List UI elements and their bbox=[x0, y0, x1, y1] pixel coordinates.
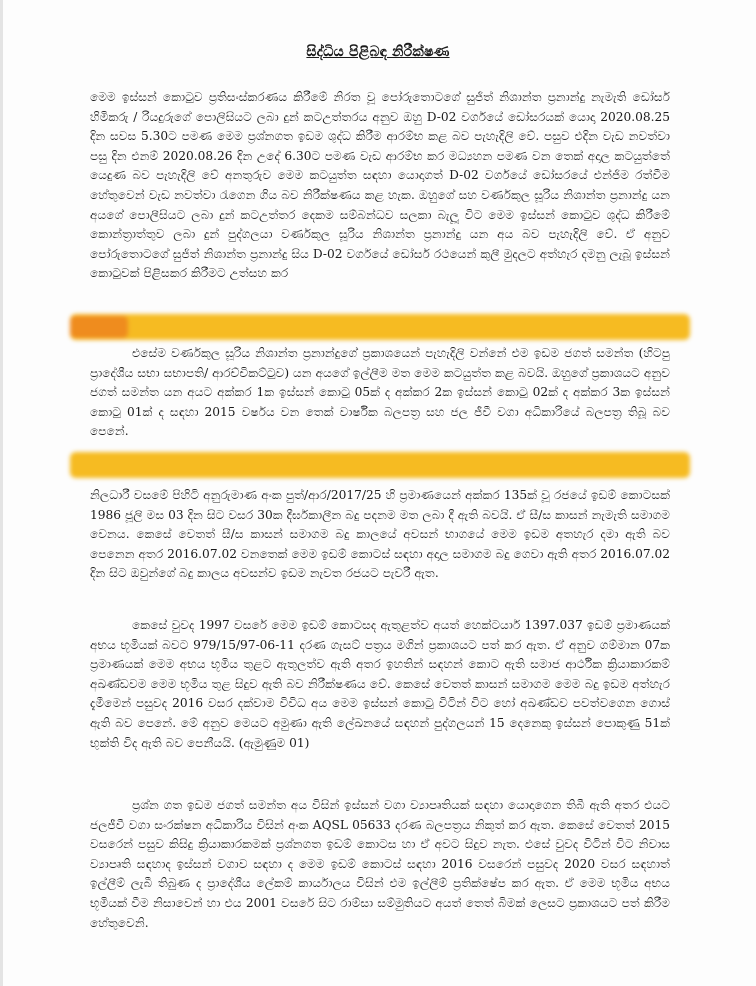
paragraph-2: එසේම වර්ණකුල සූරිය නිශාන්ත ප්‍රනාන්දුගේ ප්‍රකාශයෙන් පැහැදිලි වන්නේ එම ඉඩම ජගත් සමන්ත (හිටපු ප්‍රාදේශීය සභා සභාපති/ ආරච්චිකට්ටුව) යන අයගේ ඉල්ලීම මත මෙම කටයුත්ත කළ බවයි. ඔහුගේ ප්‍රකාශයට අනුව ජගත් සමන්ත යන අයට අක්කර 1ක ඉස්සන් කොටු 05ක් ද අක්කර 2ක ඉස්සන් කොටු 02ක් ද අක්කර 3ක ඉස්සන් කොටු 01ක් ද සඳහා 2015 වර්ෂය වන තෙක් වාර්ෂික බලපත්‍ර සහ ජල ජීවී වගා අධිකාරියේ බලපත්‍ර තිබූ බව පෙනේ. bbox=[90, 346, 670, 439]
page-title: සිද්ධිය පිළිබඳ නිරීක්ෂණ bbox=[306, 44, 450, 60]
redaction-bar-2 bbox=[70, 452, 690, 478]
paragraph-5: ප්‍රශ්න ගත ඉඩම ජගත් සමන්ත අය විසින් ඉස්සන් වගා ව්‍යාපෘතියක් සඳහා යොදාගෙන තිබී ඇති අතර එයට ජලජීවී වගා සංරක්ෂන අධිකාරිය විසින් අංක AQSL 05633 දරණ බලපත්‍රය නිකුත් කර ඇත. කෙසේ වෙතත් 2015 වසරෙන් පසුව කිසිදු ක්‍රියාකාරකමක් ප්‍රශ්නගත ඉඩම් කොටස හා ඒ අවට සිදුව නැත. එසේ වුවද විටින් විට නිවාස ව්‍යාපෘති සඳහාද ඉස්සන් වගාව සඳහා ද මෙම ඉඩම් කොටස් සඳහා 2016 වසරෙන් පසුවද 2020 වසර සඳහාත් ඉල්ලීම් ලැබී තිබුණ ද ප්‍රාදේශීය ලේකම් කාර්යාලය විසින් එම ඉල්ලීම් ප්‍රතික්ෂේප කර ඇත. ඒ මෙම භූමිය අභය භූමියක් වීම නිසාවෙන් හා එය 2001 වසරේ සිට රාම්සා සම්මුතියට අයත් තෙත් බිමක් ලෙසට ප්‍රකාශයට පත් කිරීම හේතුවෙනි. bbox=[90, 798, 670, 930]
redaction-bar-1 bbox=[70, 314, 690, 340]
paragraph-3: නිලධාරී වසමේ පිහිටි අනුරුමාණ අංක පුත්/ආර/2017/25 හි ප්‍රමාණයෙන් අක්කර 135ක් වූ රජයේ ඉඩම් කොටසක් 1986 ජූලි මස 03 දින සිට වසර 30ක දීර්ඝකාලීන බදු පදනම මත ලබා දී ඇති බවයි. ඒ සී/ස කාසන් නැමැති සමාගම වෙනය. කෙසේ වෙතත් සී/ස කාසන් සමාගම බදු කාලයේ අවසන් භාගයේ මෙම ඉඩම අතහැර දමා ඇති බව පෙනෙන අතර 2016.07.02 වනතෙක් මෙම ඉඩම් කොටස් සඳහා අදාල සමාගම බදු ගෙවා ඇති අතර 2016.07.02 දින සිට ඔවුන්ගේ බදු කාලය අවසන්ව ඉඩම නැවත රජයට පැවරී ඇත. bbox=[90, 488, 670, 581]
paragraph-4: කෙසේ වුවද 1997 වසරේ මෙම ඉඩම් කොටසද ඇතුළත්ව අයත් හෙක්ටයාර් 1397.037 ඉඩම් ප්‍රමාණයක් අභය භූමියක් බවට 979/15/97-06-11 දරණ ගැසට් පත්‍රය මගින් ප්‍රකාශයට පත් කර ඇත. ඒ අනුව ගම්මාන 07ක ප්‍රමාණයක් මෙම අභය භූමිය තුළට ඇතුලත්ව ඇති අතර ඉහතින් සඳහන් කොට ඇති සමාජ ආර්ථික ක්‍රියාකාරකම් අඛණ්ඩවම මෙම භූමිය තුළ සිදුව ඇති බව නිරීක්ෂණය වේ. කෙසේ වෙතත් කාසන් සමාගම මෙම බදු ඉඩම අත්හැර දැමීමෙන් පසුවද 2016 වසර දක්වාම විවිධ අය මෙම ඉස්සන් කොටු විටින් විට හෝ අඛණ්ඩව පවත්වගෙන ගොස් ඇති බව පෙනේ. මේ අනුව මෙයට අමුණා ඇති ලේඛනයේ සඳහන් පුද්ගලයන් 15 දෙනෙකු ඉස්සන් පොකුණු 51ක් භුක්ති විද ඇති බව පෙනීයයි. (ඇමුණුම 01) bbox=[90, 618, 670, 750]
paragraph-1: මෙම ඉස්සන් කොටුව ප්‍රතිසංස්කරණය කිරීමේ නිරත වූ පෝරුතොටගේ සුජිත් නිශාන්ත ප්‍රනාන්දු නැමැති ඩෝසර් හිමිකරු / රියදුරුගේ පොලිසියට ලබා දුන් කටඋත්තරය අනුව ඔහු D-02 වර්ගයේ ඩෝසරයක් යොදා 2020.08.25 දින සවස 5.30ට පමණ මෙම ප්‍රශ්නගත ඉඩම ශුද්ධ කිරීම ආරම්භ කළ බව පැහැදිලි වේ. පසුව එදින වැඩ නවත්වා පසු දින එනම් 2020.08.26 දින උදේ 6.30ට පමණ වැඩ ආරම්භ කර මධ්‍යහන පමණ වන තෙක් අදාල කටයුත්තේ යෙදුණ බව පැහැදිලි වේ අනතුරුව මෙම කටයුත්ත සඳහා යොදාගත් D-02 වර්ගයේ ඩෝසරයේ එන්ජිම රත්වීම හේතුවෙන් වැඩ නවත්වා රැගෙන ගිය බව නිරීක්ෂණය කළ හැක. ඔහුගේ සහ වර්ණකුල සූරිය නිශාන්ත ප්‍රනාන්දු යන අයගේ පොලීසියට ලබා දුන් කටඋත්තර දෙකම සම්බන්ධව සලකා බැලූ විට මෙම ඉස්සන් කොටුව ශුද්ධ කිරීමේ කොන්ත්‍රාත්තුව ලබා දුන් පුද්ගලයා වර්ණකුල සූරිය නිශාන්ත ප්‍රනාන්දු යන අය බව පැහැදිලි වේ. ඒ අනුව පෝරුතොටගේ සුජිත් නිශාන්ත ප්‍රනාන්දු සිය D-02 වර්ගයේ ඩෝසර් රථයෙන් කුලී මුදලට අත්හැර දමනු ලැබූ ඉස්සන් කොටුවක් පිළිසකර කිරීමට උත්සහ කර bbox=[90, 90, 670, 281]
